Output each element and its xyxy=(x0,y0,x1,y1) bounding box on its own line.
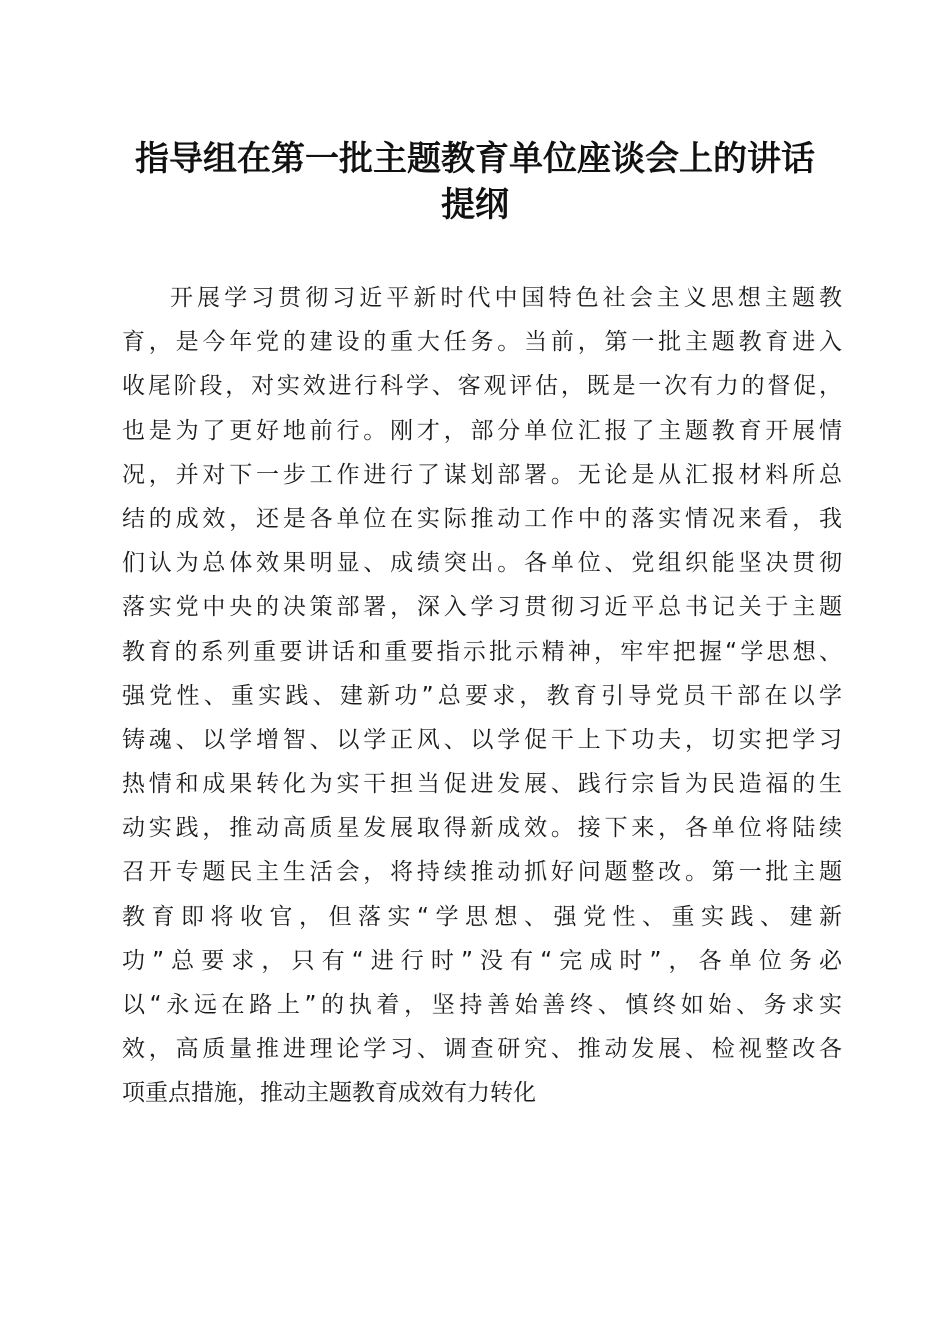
body-line: 们认为总体效果明显、成绩突出。各单位、党组织能坚决贯彻 xyxy=(122,550,842,577)
body-line: 功”总要求，只有“进行时”没有“完成时”，各单位务必 xyxy=(122,947,842,974)
body-line: 收尾阶段，对实效进行科学、客观评估，既是一次有力的督促， xyxy=(122,373,842,400)
body-line: 结的成效，还是各单位在实际推动工作中的落实情况来看，我 xyxy=(122,505,842,532)
body-line: 教育即将收官，但落实“学思想、强党性、重实践、建新 xyxy=(122,903,842,930)
document-title xyxy=(100,136,850,228)
body-line: 况，并对下一步工作进行了谋划部署。无论是从汇报材料所总 xyxy=(122,461,842,488)
body-line: 热情和成果转化为实干担当促进发展、践行宗旨为民造福的生 xyxy=(122,771,842,798)
body-line: 强党性、重实践、建新功”总要求，教育引导党员干部在以学 xyxy=(122,682,842,709)
body-line: 落实党中央的决策部署，深入学习贯彻习近平总书记关于主题 xyxy=(122,594,842,621)
title-line-1: 指导组在第一批主题教育单位座谈会上的讲话 xyxy=(135,139,815,179)
body-line: 项重点措施，推动主题教育成效有力转化 xyxy=(122,1080,536,1107)
body-paragraph xyxy=(122,276,842,1116)
body-line: 效，高质量推进理论学习、调查研究、推动发展、检视整改各 xyxy=(122,1036,842,1063)
title-line-2: 提纲 xyxy=(441,185,509,225)
body-line: 育，是今年党的建设的重大任务。当前，第一批主题教育进入 xyxy=(122,329,842,356)
body-line: 召开专题民主生活会，将持续推动抓好问题整改。第一批主题 xyxy=(122,859,842,886)
body-line: 教育的系列重要讲话和重要指示批示精神，牢牢把握“学思想、 xyxy=(122,638,842,665)
body-line: 开展学习贯彻习近平新时代中国特色社会主义思想主题教 xyxy=(170,285,842,311)
body-line: 以“永远在路上”的执着，坚持善始善终、慎终如始、务求实 xyxy=(122,992,842,1018)
body-line: 也是为了更好地前行。刚才，部分单位汇报了主题教育开展情 xyxy=(122,417,842,444)
body-line: 铸魂、以学增智、以学正风、以学促干上下功夫，切实把学习 xyxy=(122,726,842,753)
body-line: 动实践，推动高质星发展取得新成效。接下来，各单位将陆续 xyxy=(122,815,842,842)
